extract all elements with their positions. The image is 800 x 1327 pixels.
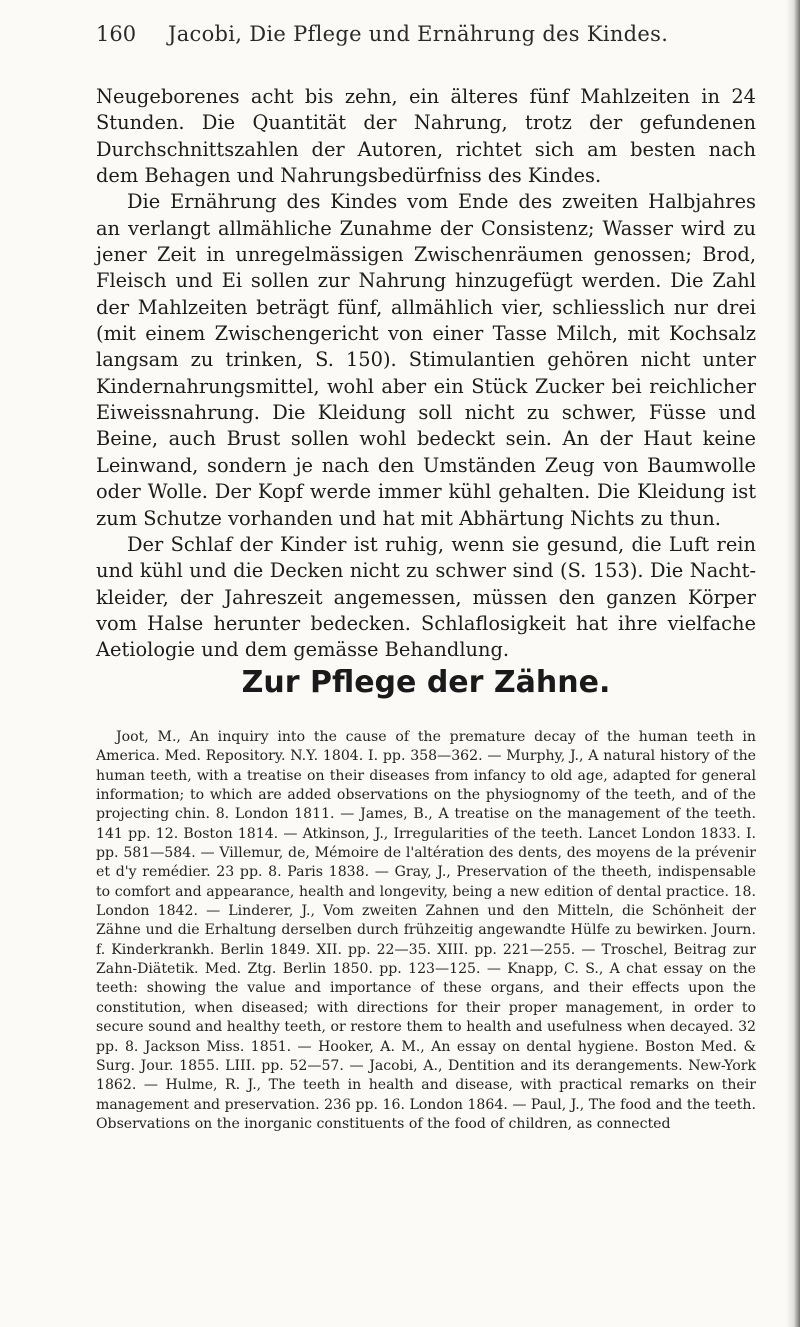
page-edge-shadow (786, 0, 800, 1327)
body-paragraph: Der Schlaf der Kinder ist ruhig, wenn sie gesund, die Luft rein und kühl und die Decken nicht zu schwer sind (S. 153). Die Nachtkleider, der Jahreszeit angemessen, müssen den ganzen Körper vom Halse herunter bedecken. Schlaflosigkeit hat ihre vielfache Aetiologie und dem gemässe Behandlung. (96, 532, 756, 662)
page-number: 160 (96, 22, 137, 46)
section-heading: Zur Pflege der Zähne. (241, 665, 611, 700)
body-paragraph: Neugeborenes acht bis zehn, ein älteres fünf Mahlzeiten in 24 Stunden. Die Quantität der Nahrung, trotz der gefundenen Durchschnittszahlen der Autoren, richtet sich am besten nach dem Behagen und Nahrungsbedürfniss des Kindes. (96, 85, 756, 188)
body-paragraph: Die Ernährung des Kindes vom Ende des zweiten Halbjahres an verlangt allmähliche Zunahme der Consistenz; Wasser wird zu jener Zeit in unregelmässigen Zwischenräumen genossen; Brod, Fleisch und Ei sollen zur Nahrung hinzugefügt werden. Die Zahl der Mahlzeiten beträgt fünf, allmählich vier, schliesslich nur drei (mit einem Zwischengericht von einer Tasse Milch, mit Kochsalz langsam zu trinken, S. 150). Stimulantien gehören nicht unter Kindernahrungsmittel, wohl aber ein Stück Zucker bei reichlicher Eiweissnahrung. Die Kleidung soll nicht zu schwer, Füsse und Beine, auch Brust sollen wohl bedeckt sein. An der Haut keine Leinwand, sondern je nach den Umständen Zeug von Baumwolle oder Wolle. Der Kopf werde immer kühl gehalten. Die Kleidung ist zum Schutze vorhanden und hat mit Abhärtung Nichts zu thun. (96, 190, 756, 530)
bibliography-paragraph: Joot, M., An inquiry into the cause of the premature decay of the human teeth in America. Med. Repository. N.Y. 1804. I. pp. 358—362. — Murphy, J., A natural history of the human teeth, with a treatise on their diseases from infancy to old age, adapted for general information; to which are added observations on the physiognomy of the teeth, and of the projecting chin. 8. London 1811. — James, B., A treatise on the management of the teeth. 141 pp. 12. Boston 1814. — Atkinson, J., Irregularities of the teeth. Lancet London 1833. I. pp. 581—584. — Villemur, de, Mémoire de l'altération des dents, des moyens de la prévenir et d'y remédier. 23 pp. 8. Paris 1838. — Gray, J., Preservation of the theeth, indispensable to comfort and appearance, health and longevity, being a new edition of dental practice. 18. London 1842. — Linderer, J., Vom zweiten Zahnen und den Mitteln, die Schönheit der Zähne und die Erhaltung derselben durch frühzeitig angewandte Hülfe zu bewirken. Journ. f. Kinderkrankh. Berlin 1849. XII. pp. 22—35. XIII. pp. 221—255. — Troschel, Beitrag zur Zahn-Diätetik. Med. Ztg. Berlin 1850. pp. 123—125. — Knapp, C. S., A chat essay on the teeth: showing the value and importance of these organs, and their effects upon the constitution, when diseased; with directions for their proper management, in order to secure sound and healthy teeth, or restore them to health and usefulness when decayed. 32 pp. 8. Jackson Miss. 1851. — Hooker, A. M., An essay on dental hygiene. Boston Med. & Surg. Jour. 1855. LIII. pp. 52—57. — Jacobi, A., Dentition and its derangements. New-York 1862. — Hulme, R. J., The teeth in health and disease, with practical remarks on their management and preservation. 236 pp. 16. London 1864. — Paul, J., The food and the teeth. Observations on the inorganic constituents of the food of children, as connected (96, 729, 756, 1132)
running-head (96, 22, 756, 46)
body-text (96, 84, 756, 664)
bibliography-block (96, 728, 756, 1134)
running-title: Jacobi, Die Pflege und Ernährung des Kindes. (168, 22, 669, 46)
